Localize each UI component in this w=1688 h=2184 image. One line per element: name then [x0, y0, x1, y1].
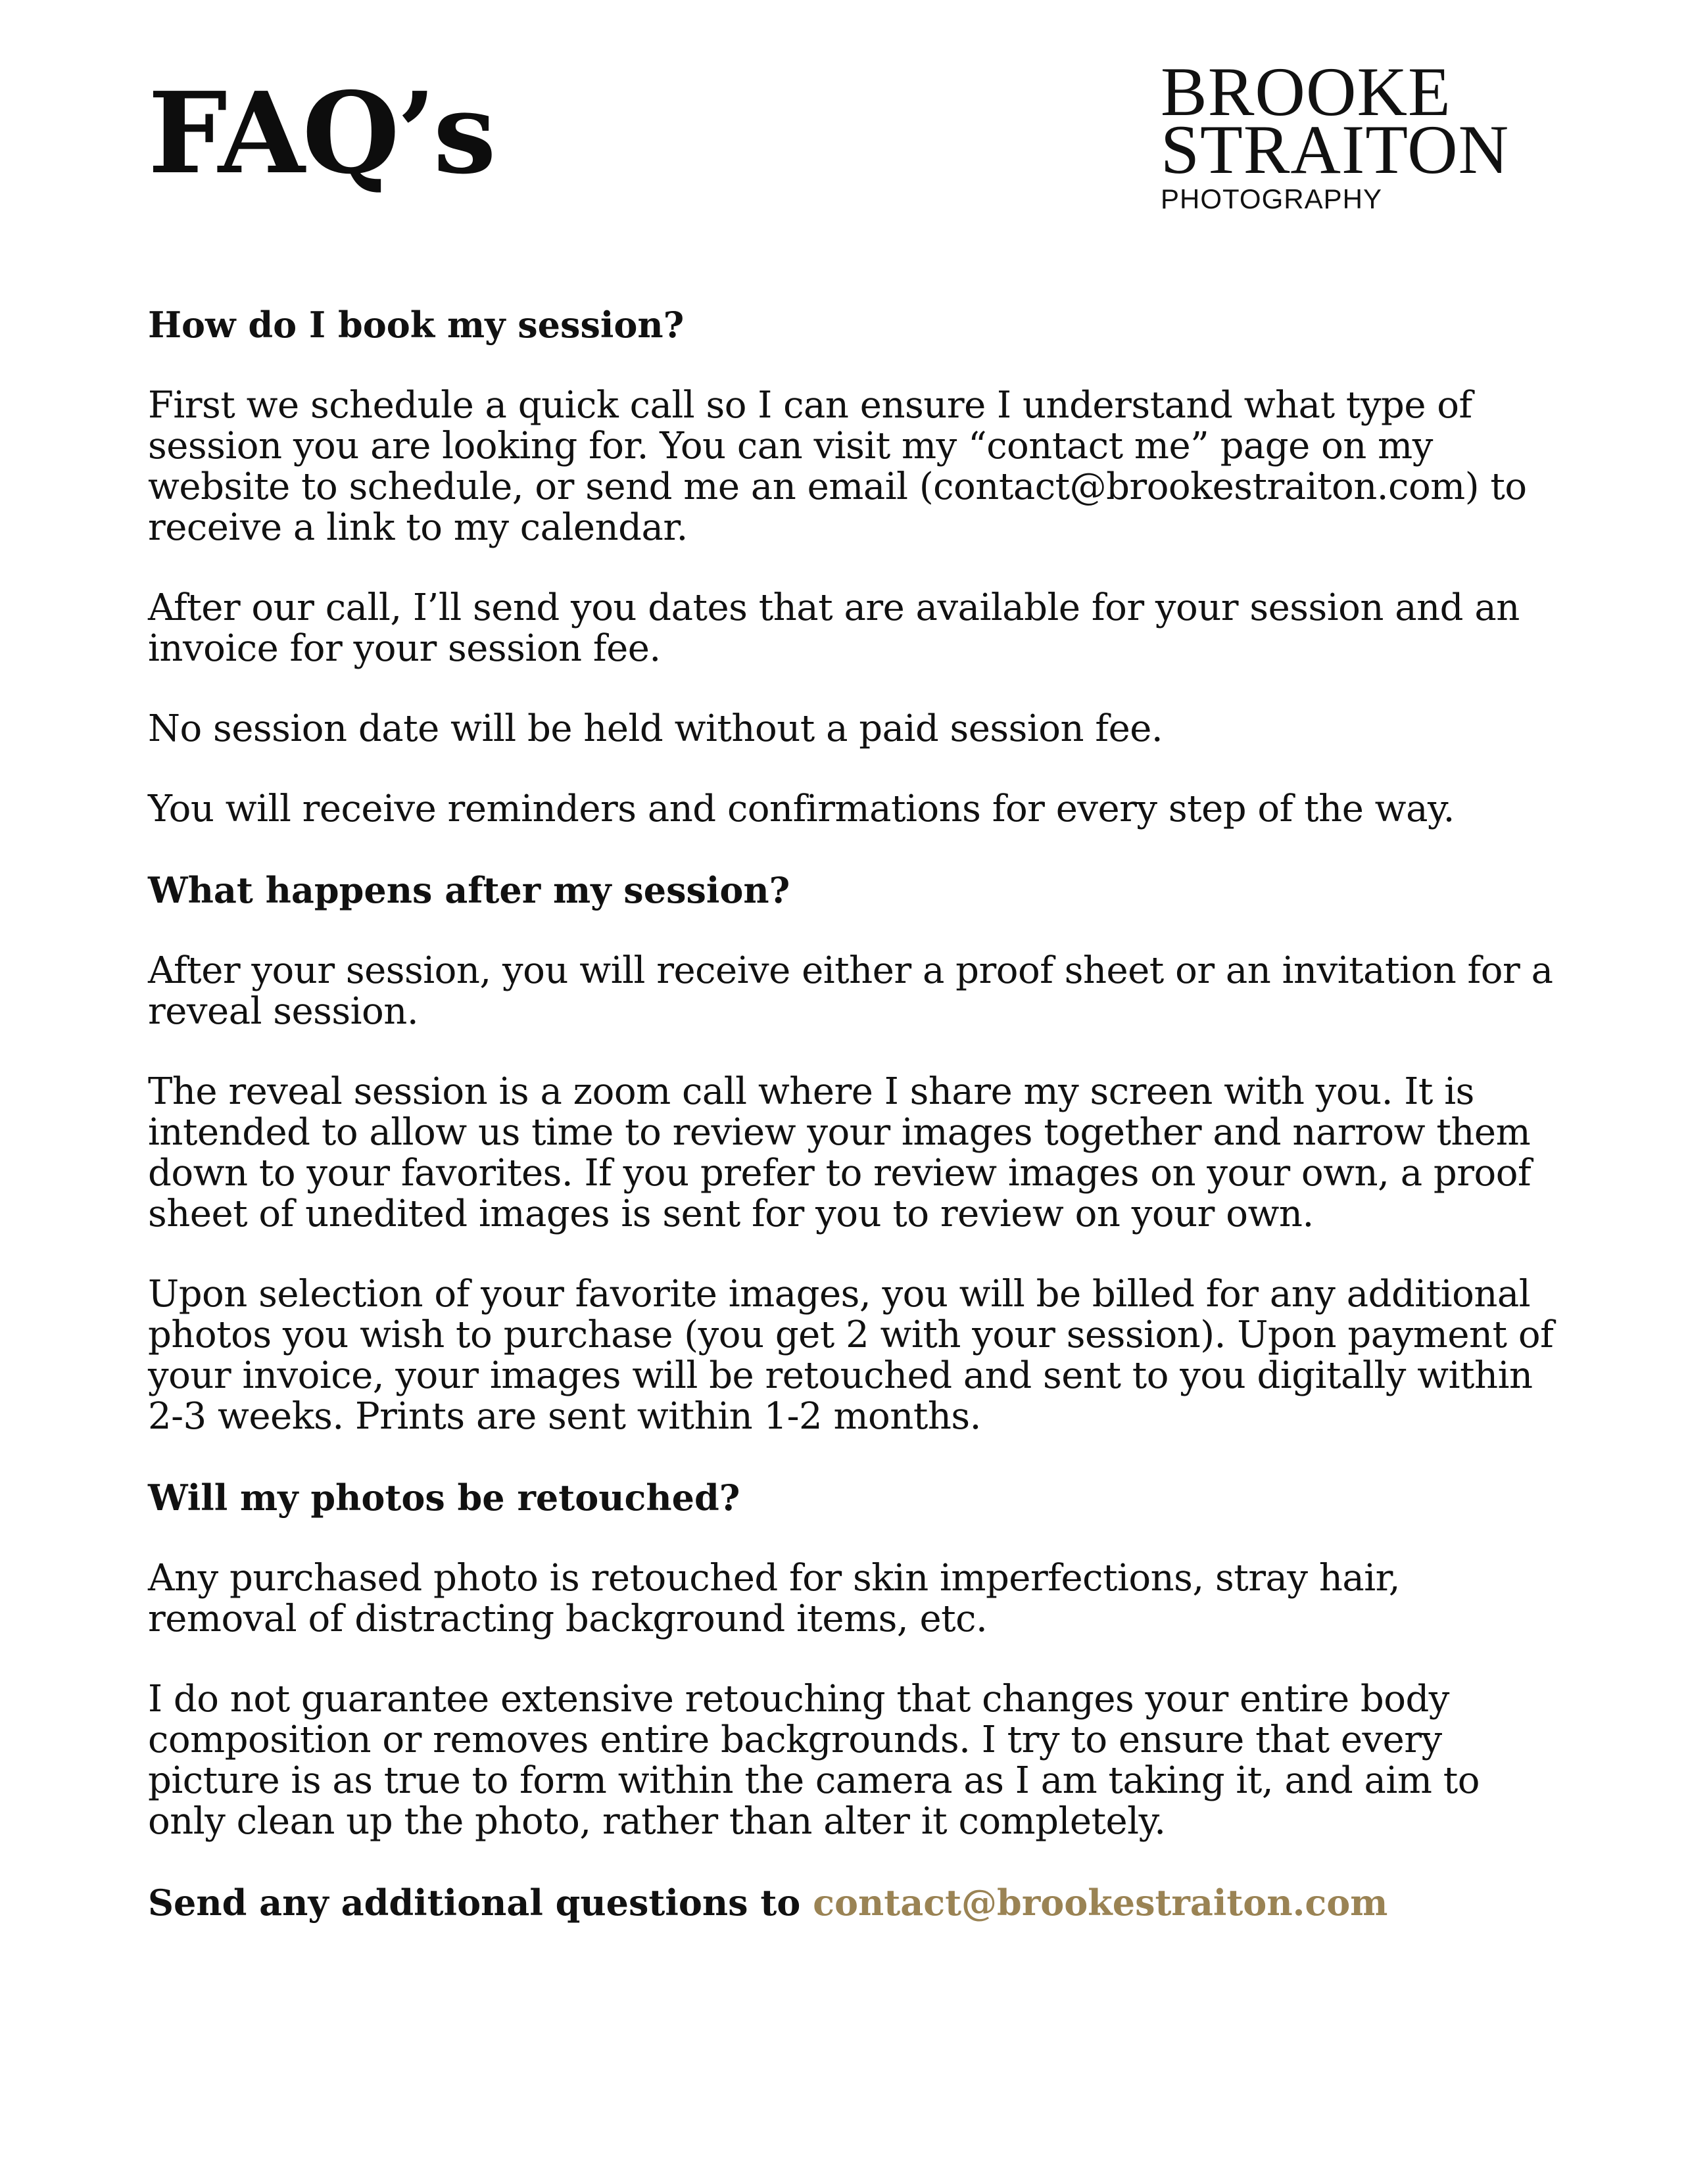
faq-answer-paragraph: No session date will be held without a paid session fee.	[148, 707, 1163, 750]
faq-question: What happens after my session?	[148, 869, 790, 911]
faq-answer-paragraph: You will receive reminders and confirmations for every step of the way.	[148, 788, 1455, 830]
faq-answer-paragraph: First we schedule a quick call so I can ensure I understand what type of session you are looking for. You can visit my “contact me” page on my website to schedule, or send me an email (contact@brookestraiton.com) to receive a link to my calendar.	[148, 384, 1527, 549]
faq-answer-paragraph: After your session, you will receive either a proof sheet or an invitation for a reveal session.	[148, 949, 1553, 1033]
brand-logo	[1161, 53, 1568, 214]
faq-content	[148, 304, 1555, 1924]
page-title: FAQ’s	[148, 68, 494, 199]
faq-answer-paragraph: Upon selection of your favorite images, you will be billed for any additional photos you wish to purchase (you get 2 with your session). Upon payment of your invoice, your images will be retouched and sent to you digitally within 2-3 weeks. Prints are sent within 1-2 months.	[148, 1273, 1554, 1438]
faq-answer-paragraph: Any purchased photo is retouched for skin imperfections, stray hair, removal of distracting background items, etc.	[148, 1557, 1401, 1640]
faq-question: How do I book my session?	[148, 304, 685, 346]
faq-answer-paragraph: I do not guarantee extensive retouching that changes your entire body composition or removes entire backgrounds. I try to ensure that every picture is as true to form within the camera as I am taking it, and aim to only clean up the photo, rather than alter it completely.	[148, 1678, 1480, 1843]
faq-answer-paragraph: The reveal session is a zoom call where I share my screen with you. It is intended to allow us time to review your images together and narrow them down to your favorites. If you prefer to review images on your own, a proof sheet of unedited images is sent for you to review on your own.	[148, 1070, 1531, 1235]
logo-line-brooke: BROOKE	[1161, 53, 1451, 130]
closing-line	[148, 1882, 1555, 1924]
faq-section-booking	[148, 304, 1555, 830]
faq-question: Will my photos be retouched?	[148, 1477, 740, 1519]
faq-section-retouching	[148, 1477, 1555, 1842]
logo-line-photography: PHOTOGRAPHY	[1161, 183, 1382, 214]
closing-text: Send any additional questions to	[148, 1882, 813, 1924]
faq-answer-paragraph: After our call, I’ll send you dates that are available for your session and an invoice for your session fee.	[148, 586, 1520, 670]
faq-section-after-session	[148, 869, 1555, 1437]
contact-email-link[interactable]: contact@brookestraiton.com	[813, 1882, 1388, 1924]
logo-line-straiton: STRAITON	[1161, 111, 1510, 188]
